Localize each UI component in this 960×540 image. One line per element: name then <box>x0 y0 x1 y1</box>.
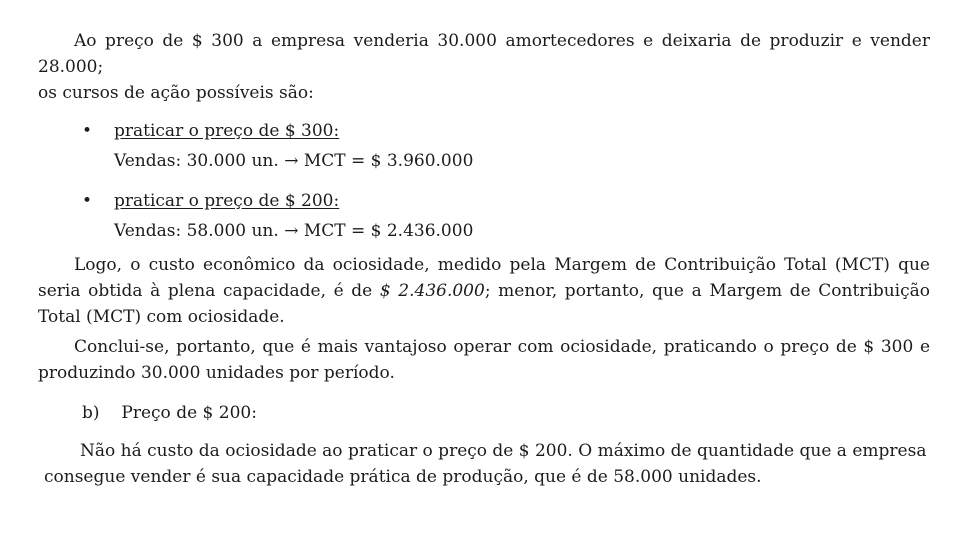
final-line-1: Não há custo da ociosidade ao praticar o preço de $ 200. O máximo de quantidade que a empresa <box>80 441 927 461</box>
bullet-title: praticar o preço de $ 200: <box>114 191 340 211</box>
section-b-label: b) <box>82 403 100 423</box>
bullet-title: praticar o preço de $ 300: <box>114 121 340 141</box>
section-b-heading <box>82 400 930 426</box>
logo-emphasis: $ 2.436.000 <box>379 281 485 301</box>
intro-paragraph <box>38 28 930 106</box>
bullet-detail: Vendas: 30.000 un. → MCT = $ 3.960.000 <box>114 151 474 171</box>
bullet-icon: • <box>82 191 93 211</box>
section-b-title: Preço de $ 200: <box>121 403 257 423</box>
logo-text-before: Logo, o custo econômico da ociosidade, medido pela Margem de Contribuição Total (MCT) que seria obtida à plena capacidade, é de <box>38 255 930 301</box>
intro-line-1: Ao preço de $ 300 a empresa venderia 30.000 amortecedores e deixaria de produzir e vender 28.000; <box>38 31 930 77</box>
bullet-icon: • <box>82 121 93 141</box>
intro-line-2: os cursos de ação possíveis são: <box>38 83 314 103</box>
logo-paragraph <box>38 252 930 330</box>
conclusion-paragraph: Conclui-se, portanto, que é mais vantajoso operar com ociosidade, praticando o preço de $ 300 e produzindo 30.000 unidades por período. <box>38 337 930 383</box>
bullet-item-300 <box>82 116 930 176</box>
final-paragraph <box>38 438 930 490</box>
bullet-item-200 <box>82 186 930 246</box>
logo-text-after: ; menor, portanto, que a Margem de Contribuição Total (MCT) com ociosidade. <box>38 281 930 327</box>
bullet-detail: Vendas: 58.000 un. → MCT = $ 2.436.000 <box>114 221 474 241</box>
document-page <box>38 28 930 490</box>
final-line-2: consegue vender é sua capacidade prática de produção, que é de 58.000 unidades. <box>44 467 762 487</box>
